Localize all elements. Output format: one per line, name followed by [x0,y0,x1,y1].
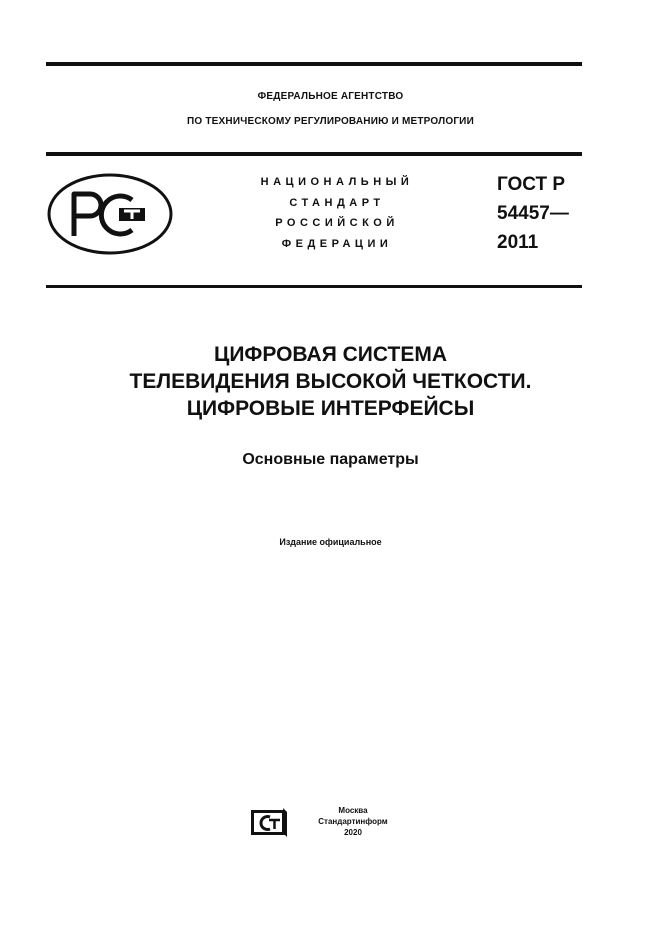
divider-rule [46,285,582,288]
designation-line-2: 54457— [497,203,569,224]
standartinform-logo-icon [250,807,288,837]
edition-note: Издание официальное [279,537,382,547]
top-rule [46,62,582,66]
national-standard-line-1: НАЦИОНАЛЬНЫЙ [260,176,414,188]
publisher-year: 2020 [344,828,362,837]
national-standard-line-3: РОССИЙСКОЙ [275,217,399,229]
designation-line-1: ГОСТ Р [497,174,566,195]
agency-line-2: ПО ТЕХНИЧЕСКОМУ РЕГУЛИРОВАНИЮ И МЕТРОЛОГИИ [187,116,474,127]
standard-designation [497,170,597,257]
publisher-name: Стандартинформ [318,817,388,826]
designation-line-3: 2011 [497,232,539,253]
document-subtitle: Основные параметры [242,451,419,468]
title-line-3: ЦИФРОВЫЕ ИНТЕРФЕЙСЫ [186,397,475,420]
title-line-1: ЦИФРОВАЯ СИСТЕМА [213,343,448,366]
national-standard-line-4: ФЕДЕРАЦИИ [281,237,393,250]
national-standard-block [237,172,437,254]
document-title [0,341,661,422]
publisher-city: Москва [338,806,368,815]
gost-r-logo-icon [46,172,174,256]
title-line-2: ТЕЛЕВИДЕНИЯ ВЫСОКОЙ ЧЕТКОСТИ. [129,370,532,393]
agency-line-1: ФЕДЕРАЛЬНОЕ АГЕНТСТВО [257,91,404,102]
publisher-block [318,805,388,838]
header-rule [46,152,582,156]
national-standard-line-2: СТАНДАРТ [289,196,385,209]
